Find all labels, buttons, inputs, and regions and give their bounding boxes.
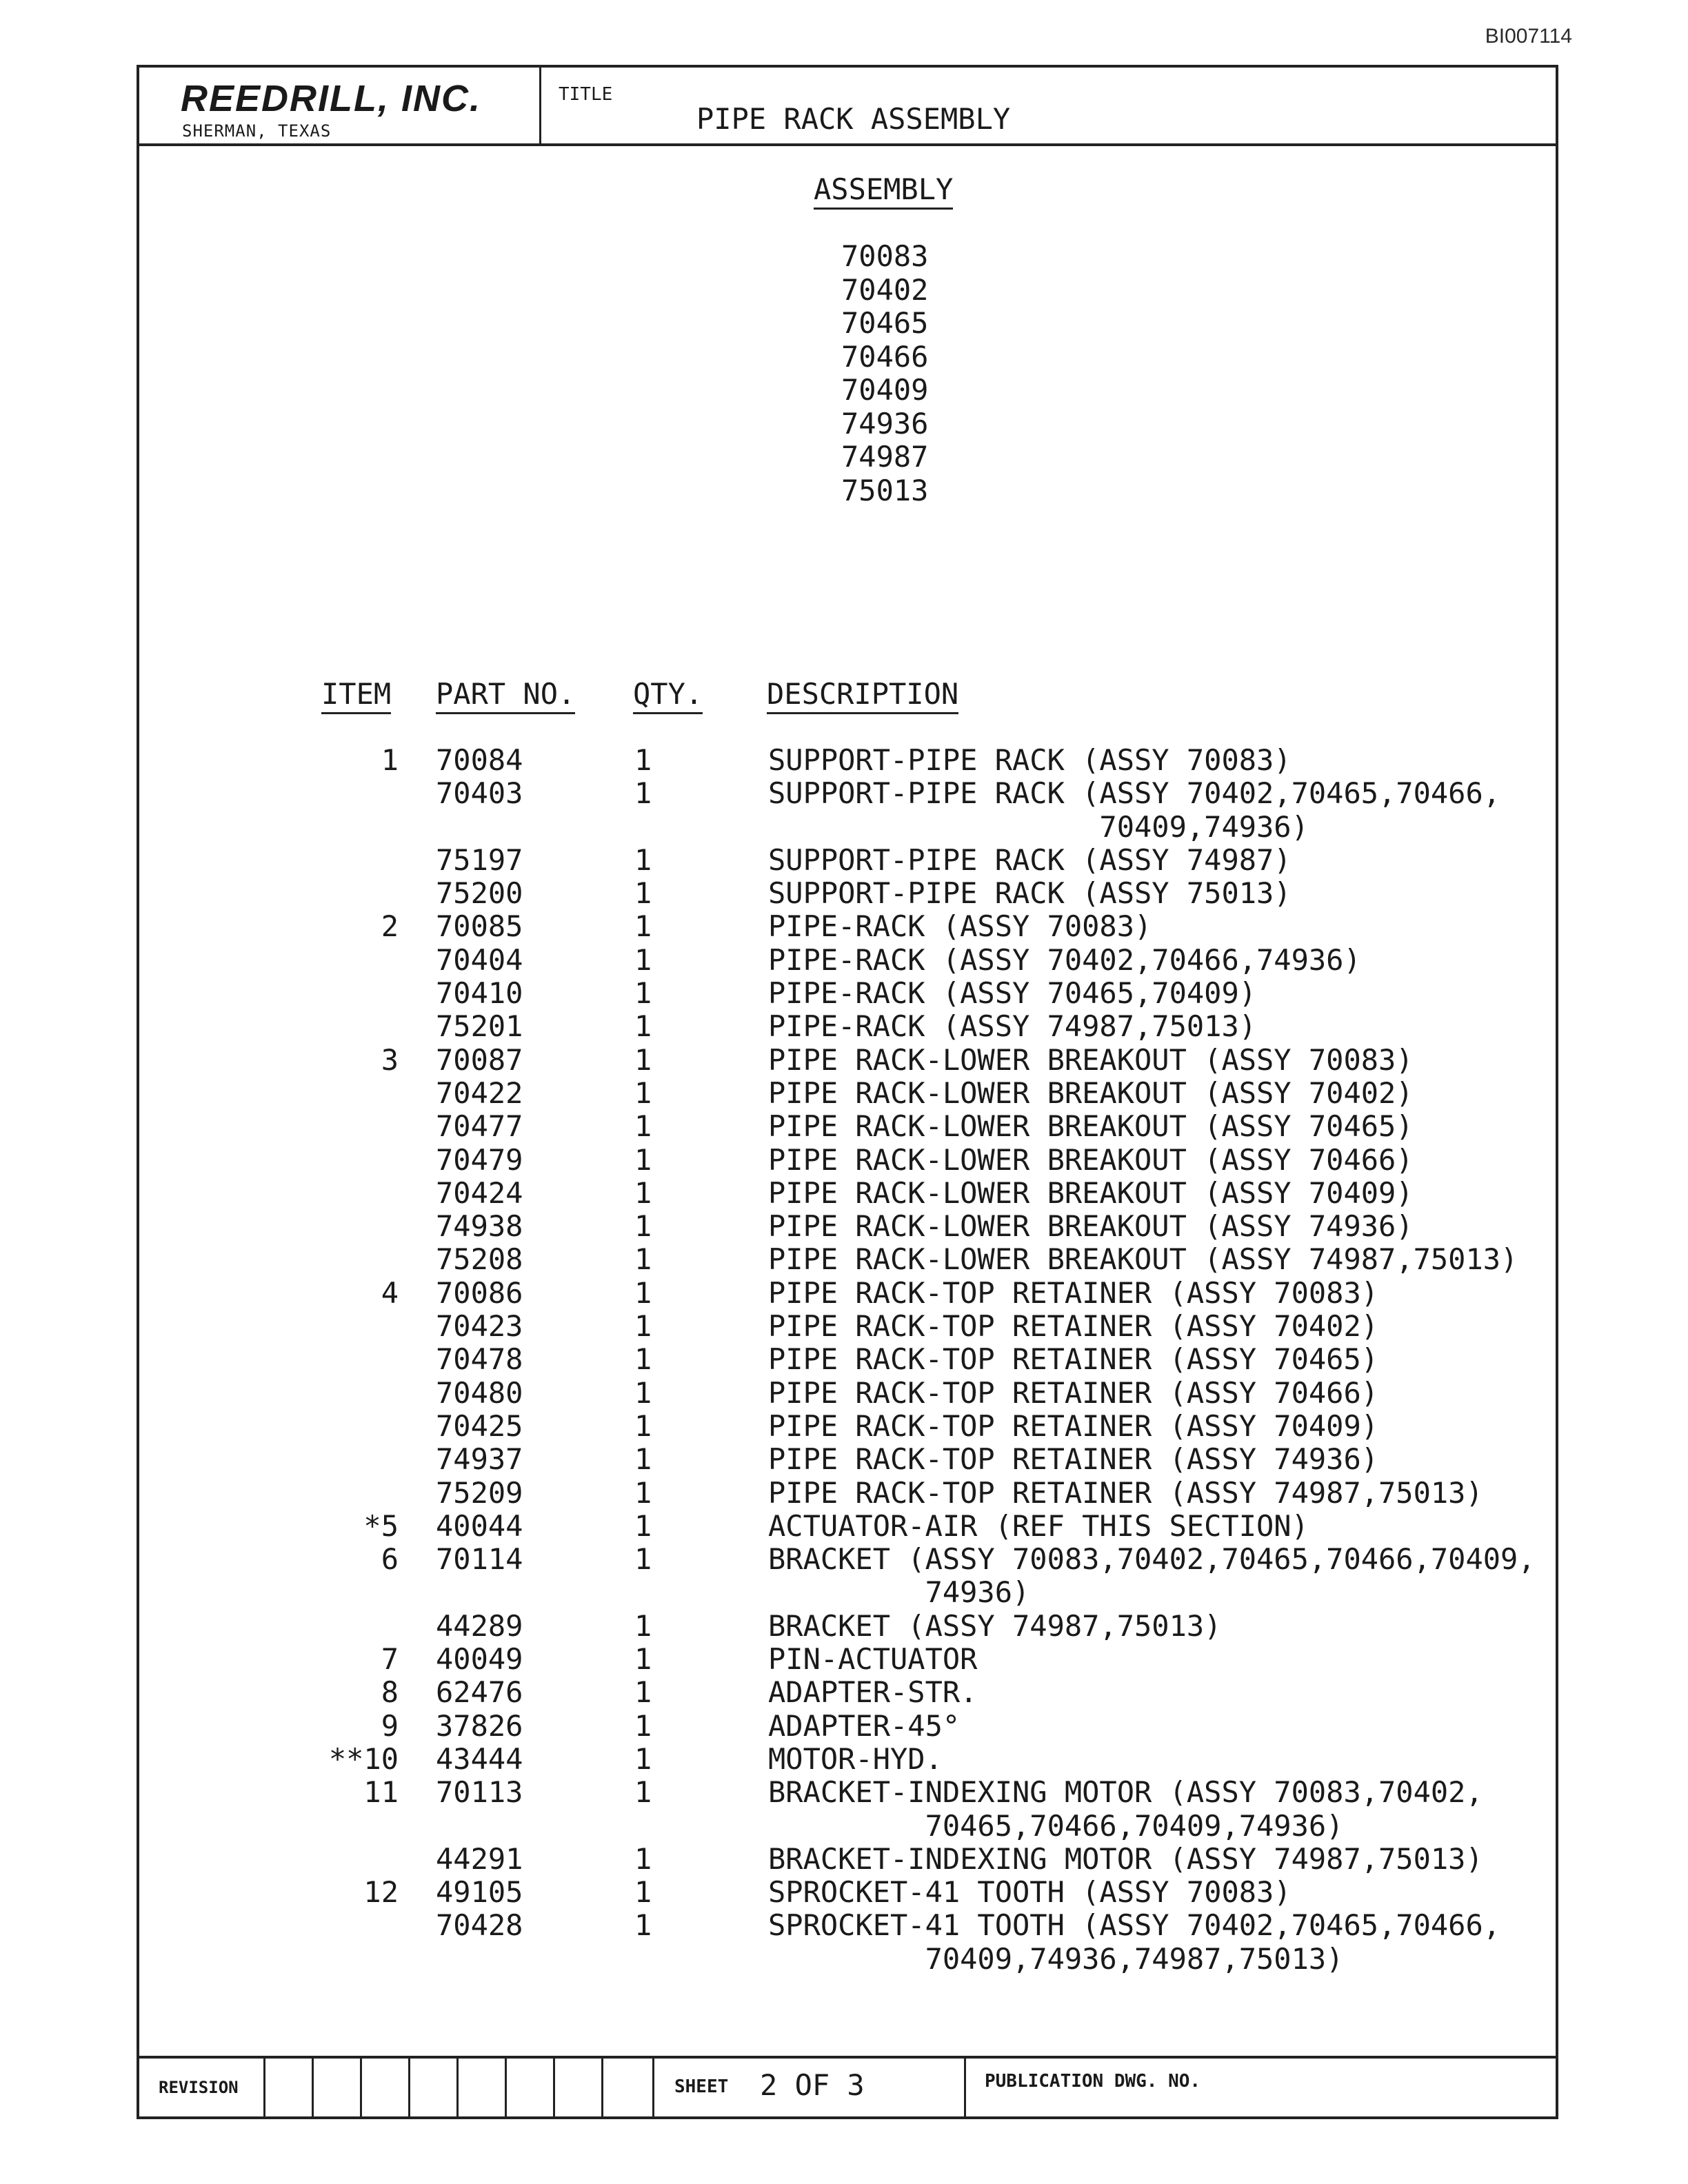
description: PIPE RACK-LOWER BREAKOUT (ASSY 70409) — [768, 1175, 1414, 1210]
table-row — [139, 1775, 1556, 1808]
part-number: 70084 — [436, 743, 523, 777]
assembly-number: 70409 — [841, 373, 929, 407]
part-number: 70424 — [436, 1175, 523, 1210]
revision-box — [456, 2059, 459, 2116]
document-id: BI007114 — [1485, 25, 1572, 48]
description: SPROCKET-41 TOOTH (ASSY 70402,70465,70466, — [768, 1908, 1501, 1943]
description: PIPE RACK-LOWER BREAKOUT (ASSY 70466) — [768, 1142, 1414, 1177]
quantity: 1 — [634, 1475, 652, 1510]
part-number: 70410 — [436, 976, 523, 1011]
revision-label: REVISION — [159, 2078, 239, 2097]
assembly-number: 70083 — [841, 239, 929, 273]
description: 70409,74936,74987,75013) — [768, 1941, 1344, 1976]
description: PIPE RACK-TOP RETAINER (ASSY 70083) — [768, 1275, 1379, 1310]
quantity: 1 — [634, 1841, 652, 1876]
table-row — [139, 876, 1556, 909]
part-number: 70403 — [436, 776, 523, 811]
quantity: 1 — [634, 1209, 652, 1244]
part-number: 70113 — [436, 1775, 523, 1810]
quantity: 1 — [634, 942, 652, 977]
quantity: 1 — [634, 976, 652, 1011]
description: PIPE RACK-TOP RETAINER (ASSY 70409) — [768, 1408, 1379, 1443]
table-row — [139, 1309, 1556, 1342]
quantity: 1 — [634, 1342, 652, 1377]
table-row — [139, 1276, 1556, 1309]
sheet-number: 2 OF 3 — [760, 2068, 865, 2102]
part-number: 70404 — [436, 942, 523, 977]
revision-box — [601, 2059, 603, 2116]
description: PIPE RACK-TOP RETAINER (ASSY 70402) — [768, 1309, 1379, 1344]
item-number: *5 — [363, 1508, 399, 1543]
table-row — [139, 1376, 1556, 1409]
revision-box — [408, 2059, 410, 2116]
item-number: 4 — [381, 1275, 399, 1310]
table-row — [139, 1176, 1556, 1209]
description: 70409,74936) — [768, 809, 1309, 844]
company-name: REEDRILL, INC. — [181, 78, 482, 119]
assembly-number: 70402 — [841, 272, 929, 307]
table-row — [139, 1542, 1556, 1575]
assembly-number-list — [841, 240, 928, 507]
quantity: 1 — [634, 776, 652, 811]
table-row — [139, 1209, 1556, 1242]
publication-divider — [964, 2059, 966, 2116]
quantity: 1 — [634, 1009, 652, 1044]
table-row — [139, 1675, 1556, 1708]
table-row — [139, 1242, 1556, 1275]
description: PIPE-RACK (ASSY 70402,70466,74936) — [768, 942, 1361, 977]
column-header-description: DESCRIPTION — [767, 677, 958, 714]
part-number: 70480 — [436, 1375, 523, 1410]
quantity: 1 — [634, 1775, 652, 1810]
title-label: TITLE — [559, 84, 613, 105]
table-row — [139, 1109, 1556, 1142]
table-row — [139, 1409, 1556, 1442]
table-row — [139, 1842, 1556, 1875]
footer-block — [139, 2056, 1556, 2116]
description: ACTUATOR-AIR (REF THIS SECTION) — [768, 1508, 1309, 1543]
description: PIPE RACK-LOWER BREAKOUT (ASSY 74936) — [768, 1209, 1414, 1244]
revision-box — [360, 2059, 362, 2116]
part-number: 70423 — [436, 1309, 523, 1344]
part-number: 43444 — [436, 1741, 523, 1776]
assembly-number: 70465 — [841, 306, 929, 340]
quantity: 1 — [634, 876, 652, 911]
page-title: PIPE RACK ASSEMBLY — [696, 102, 1011, 136]
table-row — [139, 1076, 1556, 1109]
part-number: 75208 — [436, 1242, 523, 1277]
quantity: 1 — [634, 1275, 652, 1310]
revision-box — [553, 2059, 555, 2116]
item-number: 9 — [381, 1708, 399, 1743]
quantity: 1 — [634, 1741, 652, 1776]
description: SUPPORT-PIPE RACK (ASSY 70402,70465,70466, — [768, 776, 1501, 811]
part-number: 70479 — [436, 1142, 523, 1177]
description: PIPE RACK-TOP RETAINER (ASSY 70465) — [768, 1342, 1379, 1377]
title-block — [139, 68, 1556, 146]
quantity: 1 — [634, 1675, 652, 1710]
assembly-number: 74936 — [841, 406, 929, 441]
revision-box — [312, 2059, 314, 2116]
table-row — [139, 909, 1556, 942]
description: 74936) — [768, 1575, 1030, 1610]
item-number: 2 — [381, 909, 399, 944]
quantity: 1 — [634, 1242, 652, 1277]
table-row — [139, 1009, 1556, 1042]
quantity: 1 — [634, 1508, 652, 1543]
description: PIPE RACK-LOWER BREAKOUT (ASSY 74987,75013) — [768, 1242, 1518, 1277]
quantity: 1 — [634, 1375, 652, 1410]
table-row — [139, 743, 1556, 776]
table-row — [139, 1509, 1556, 1542]
description: PIPE-RACK (ASSY 70465,70409) — [768, 976, 1257, 1011]
description: BRACKET (ASSY 70083,70402,70465,70466,70409, — [768, 1542, 1536, 1577]
description: PIPE-RACK (ASSY 70083) — [768, 909, 1152, 944]
table-row — [139, 1143, 1556, 1176]
revision-box — [505, 2059, 507, 2116]
part-number: 44289 — [436, 1608, 523, 1643]
part-number: 75209 — [436, 1475, 523, 1510]
parts-list — [139, 743, 1556, 1975]
quantity: 1 — [634, 842, 652, 877]
revision-box — [263, 2059, 265, 2116]
quantity: 1 — [634, 1875, 652, 1910]
part-number: 70087 — [436, 1042, 523, 1077]
part-number: 49105 — [436, 1875, 523, 1910]
item-number: 8 — [381, 1675, 399, 1710]
item-number: 3 — [381, 1042, 399, 1077]
description: SUPPORT-PIPE RACK (ASSY 70083) — [768, 743, 1292, 777]
table-row — [139, 810, 1556, 843]
table-row — [139, 1875, 1556, 1908]
assembly-number: 74987 — [841, 440, 929, 474]
description: SPROCKET-41 TOOTH (ASSY 70083) — [768, 1875, 1292, 1910]
table-row — [139, 1809, 1556, 1842]
quantity: 1 — [634, 1142, 652, 1177]
description: PIPE RACK-LOWER BREAKOUT (ASSY 70402) — [768, 1075, 1414, 1110]
item-number: **10 — [328, 1741, 399, 1776]
part-number: 62476 — [436, 1675, 523, 1710]
assembly-heading: ASSEMBLY — [814, 172, 953, 210]
quantity: 1 — [634, 1042, 652, 1077]
sheet-divider — [652, 2059, 654, 2116]
description: PIPE RACK-TOP RETAINER (ASSY 70466) — [768, 1375, 1379, 1410]
part-number: 40049 — [436, 1642, 523, 1677]
column-header-item: ITEM — [321, 677, 391, 714]
part-number: 74937 — [436, 1442, 523, 1477]
part-number: 75200 — [436, 876, 523, 911]
part-number: 75201 — [436, 1009, 523, 1044]
part-number: 44291 — [436, 1841, 523, 1876]
table-row — [139, 1942, 1556, 1975]
table-row — [139, 776, 1556, 809]
table-row — [139, 1709, 1556, 1742]
description: PIN-ACTUATOR — [768, 1642, 978, 1677]
description: MOTOR-HYD. — [768, 1741, 943, 1776]
table-row — [139, 1575, 1556, 1608]
quantity: 1 — [634, 1608, 652, 1643]
company-city: SHERMAN, TEXAS — [182, 121, 332, 141]
publication-drawing-number-label: PUBLICATION DWG. NO. — [985, 2071, 1201, 2092]
part-number: 70425 — [436, 1408, 523, 1443]
assembly-number: 70466 — [841, 339, 929, 374]
description: PIPE RACK-LOWER BREAKOUT (ASSY 70083) — [768, 1042, 1414, 1077]
description: PIPE RACK-TOP RETAINER (ASSY 74987,75013) — [768, 1475, 1483, 1510]
sheet-label: SHEET — [674, 2076, 729, 2097]
description: ADAPTER-45° — [768, 1708, 961, 1743]
item-number: 1 — [381, 743, 399, 777]
table-row — [139, 943, 1556, 976]
item-number: 12 — [363, 1875, 399, 1910]
quantity: 1 — [634, 909, 652, 944]
part-number: 70477 — [436, 1109, 523, 1144]
description: BRACKET-INDEXING MOTOR (ASSY 70083,70402, — [768, 1775, 1483, 1810]
quantity: 1 — [634, 1908, 652, 1943]
part-number: 70422 — [436, 1075, 523, 1110]
item-number: 11 — [363, 1775, 399, 1810]
description: BRACKET-INDEXING MOTOR (ASSY 74987,75013) — [768, 1841, 1483, 1876]
part-number: 37826 — [436, 1708, 523, 1743]
quantity: 1 — [634, 1309, 652, 1344]
quantity: 1 — [634, 1642, 652, 1677]
table-row — [139, 1043, 1556, 1076]
table-row — [139, 1442, 1556, 1475]
quantity: 1 — [634, 1708, 652, 1743]
part-number: 70478 — [436, 1342, 523, 1377]
assembly-number: 75013 — [841, 473, 929, 507]
table-row — [139, 1908, 1556, 1941]
table-row — [139, 1476, 1556, 1509]
company-cell — [139, 68, 541, 143]
quantity: 1 — [634, 1109, 652, 1144]
part-number: 74938 — [436, 1209, 523, 1244]
column-header-part-no: PART NO. — [436, 677, 575, 714]
drawing-frame — [137, 65, 1558, 2119]
table-row — [139, 1609, 1556, 1642]
part-number: 70114 — [436, 1542, 523, 1577]
part-number: 70428 — [436, 1908, 523, 1943]
table-row — [139, 1342, 1556, 1375]
description: PIPE RACK-TOP RETAINER (ASSY 74936) — [768, 1442, 1379, 1477]
item-number: 7 — [381, 1642, 399, 1677]
column-header-qty: QTY. — [633, 677, 703, 714]
description: 70465,70466,70409,74936) — [768, 1808, 1344, 1843]
quantity: 1 — [634, 1408, 652, 1443]
part-number: 40044 — [436, 1508, 523, 1543]
quantity: 1 — [634, 1542, 652, 1577]
description: PIPE-RACK (ASSY 74987,75013) — [768, 1009, 1257, 1044]
description: BRACKET (ASSY 74987,75013) — [768, 1608, 1222, 1643]
description: PIPE RACK-LOWER BREAKOUT (ASSY 70465) — [768, 1109, 1414, 1144]
part-number: 75197 — [436, 842, 523, 877]
quantity: 1 — [634, 1442, 652, 1477]
table-row — [139, 1642, 1556, 1675]
table-row — [139, 976, 1556, 1009]
table-row — [139, 843, 1556, 876]
description: SUPPORT-PIPE RACK (ASSY 74987) — [768, 842, 1292, 877]
table-row — [139, 1742, 1556, 1775]
quantity: 1 — [634, 1175, 652, 1210]
description: ADAPTER-STR. — [768, 1675, 978, 1710]
description: SUPPORT-PIPE RACK (ASSY 75013) — [768, 876, 1292, 911]
part-number: 70085 — [436, 909, 523, 944]
part-number: 70086 — [436, 1275, 523, 1310]
quantity: 1 — [634, 743, 652, 777]
item-number: 6 — [381, 1542, 399, 1577]
quantity: 1 — [634, 1075, 652, 1110]
